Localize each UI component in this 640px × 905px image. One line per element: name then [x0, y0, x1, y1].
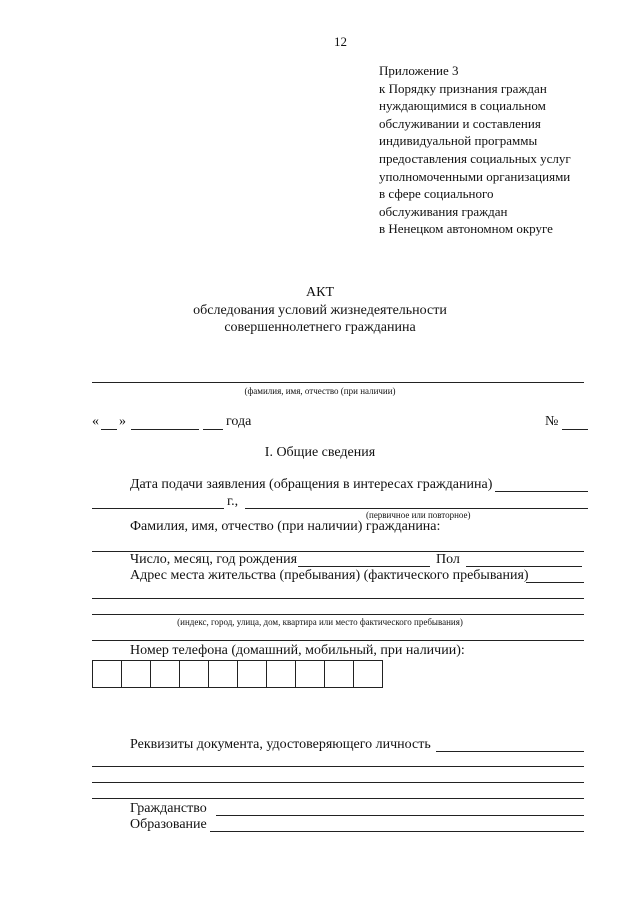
- appendix-block: [379, 62, 571, 238]
- phone-digit-cell[interactable]: [237, 660, 267, 688]
- phone-digit-cell[interactable]: [295, 660, 325, 688]
- gender-underline: [466, 566, 582, 567]
- year-abbr: г.,: [227, 494, 239, 509]
- appendix-line: в сфере социального: [379, 186, 494, 202]
- education-label: Образование: [130, 817, 207, 832]
- gender-label: Пол: [436, 552, 460, 567]
- phone-digit-cell[interactable]: [92, 660, 122, 688]
- id-document-label: Реквизиты документа, удостоверяющего личность: [130, 737, 431, 752]
- year-word: года: [226, 414, 252, 429]
- appendix-line: обслуживании и составления: [379, 115, 541, 131]
- id-document-underline-3: [92, 782, 584, 783]
- phone-digit-cell[interactable]: [353, 660, 383, 688]
- document-subtitle-2: совершеннолетнего гражданина: [224, 320, 416, 335]
- document-subtitle-1: обследования условий жизнедеятельности: [193, 303, 447, 318]
- address-underline-3: [92, 614, 584, 615]
- phone-digit-cell[interactable]: [208, 660, 238, 688]
- primary-underline: [245, 508, 588, 509]
- address-underline-4: [92, 640, 584, 641]
- appendix-line: индивидуальной программы: [379, 133, 538, 149]
- address-underline-2: [92, 598, 584, 599]
- citizenship-label: Гражданство: [130, 801, 207, 816]
- id-document-underline: [436, 751, 584, 752]
- application-date-underline-2: [92, 508, 224, 509]
- phone-digit-cell[interactable]: [266, 660, 296, 688]
- phone-digit-cell[interactable]: [150, 660, 180, 688]
- appendix-line: уполномоченными организациями: [379, 168, 571, 184]
- primary-caption: (первичное или повторное): [366, 510, 471, 520]
- fio-underline: [92, 382, 584, 383]
- date-close-quote: »: [119, 414, 126, 429]
- application-date-underline: [495, 491, 588, 492]
- year-underline: [203, 429, 223, 430]
- date-open-quote: «: [92, 414, 99, 429]
- birth-date-underline: [298, 566, 430, 567]
- birth-date-label: Число, месяц, год рождения: [130, 552, 298, 567]
- id-document-underline-2: [92, 766, 584, 767]
- appendix-line: предоставления социальных услуг: [379, 150, 571, 166]
- month-underline: [131, 429, 199, 430]
- phone-digit-cell[interactable]: [179, 660, 209, 688]
- document-title: АКТ: [306, 285, 334, 300]
- page-number: 12: [334, 34, 347, 49]
- id-document-underline-4: [92, 798, 584, 799]
- phone-digit-cell[interactable]: [121, 660, 151, 688]
- appendix-line: в Ненецком автономном округе: [379, 221, 553, 237]
- section-title: I. Общие сведения: [264, 445, 376, 460]
- address-label: Адрес места жительства (пребывания) (фактического пребывания): [130, 568, 529, 583]
- phone-grid: [92, 660, 383, 688]
- day-underline: [101, 429, 117, 430]
- education-underline: [210, 831, 584, 832]
- address-underline: [526, 582, 584, 583]
- fio-caption: (фамилия, имя, отчество (при наличии): [244, 386, 396, 396]
- appendix-line: обслуживания граждан: [379, 203, 508, 219]
- citizen-fio-label: Фамилия, имя, отчество (при наличии) гражданина:: [130, 519, 441, 534]
- appendix-line: Приложение 3: [379, 63, 459, 78]
- address-caption: (индекс, город, улица, дом, квартира или место фактического пребывания): [177, 617, 463, 627]
- phone-label: Номер телефона (домашний, мобильный, при наличии):: [130, 643, 465, 658]
- number-underline: [562, 429, 588, 430]
- appendix-line: к Порядку признания граждан: [379, 80, 547, 96]
- appendix-line: нуждающимися в социальном: [379, 98, 546, 114]
- citizenship-underline: [216, 815, 584, 816]
- application-date-label: Дата подачи заявления (обращения в интересах гражданина): [130, 477, 493, 492]
- phone-digit-cell[interactable]: [324, 660, 354, 688]
- number-sign: №: [545, 414, 559, 429]
